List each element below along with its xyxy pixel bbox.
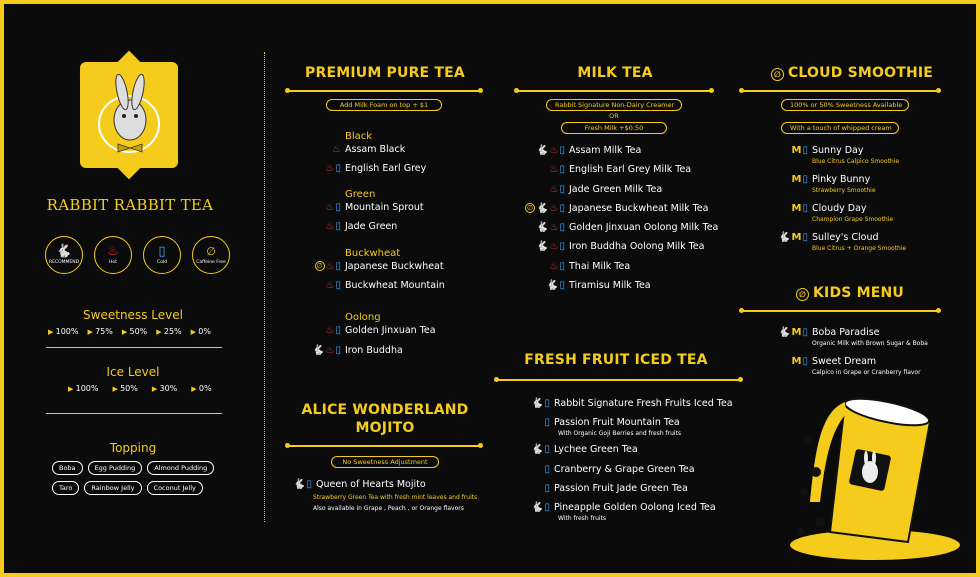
rabbit-icon: 🐇 <box>531 444 544 455</box>
divider <box>46 347 222 348</box>
menu-item[interactable] <box>516 502 716 513</box>
item-name: Cloudy Day <box>812 203 867 214</box>
cold-cup-icon: ▯ <box>559 241 565 252</box>
legend-hot <box>94 236 132 274</box>
menu-item[interactable] <box>278 479 426 490</box>
hot-cup-icon: ♨ <box>325 163 335 174</box>
fruit-tea-title: FRESH FRUIT ICED TEA <box>524 352 708 368</box>
rabbit-icon: 🐇 <box>293 479 306 490</box>
topping-item[interactable]: Rainbow Jelly <box>84 481 141 495</box>
topping-item[interactable]: Boba <box>52 461 83 475</box>
rabbit-icon: 🐇 <box>55 244 73 259</box>
hot-cup-icon: ♨ <box>549 261 559 272</box>
spilled-cup-icon <box>790 392 940 552</box>
milk-icon: M <box>791 232 802 243</box>
cold-cup-icon: ▯ <box>335 261 341 272</box>
milk-icon: M <box>791 145 802 156</box>
item-name: Pineapple Golden Oolong Iced Tea <box>554 502 716 513</box>
item-name: Mountain Sprout <box>345 202 424 213</box>
mojito-note: No Sweetness Adjustment <box>331 456 439 468</box>
item-name: Iron Buddha Oolong Milk Tea <box>569 241 705 252</box>
hot-cup-icon: ♨ <box>549 184 559 195</box>
rabbit-icon: 🐇 <box>536 241 549 252</box>
rabbit-icon: 🐇 <box>536 203 549 214</box>
mojito-rule <box>288 445 480 447</box>
item-name: Lychee Green Tea <box>554 444 638 455</box>
ice-option[interactable]: ▶ 0% <box>191 384 211 393</box>
item-description: Blue Citrus Calpico Smoothie <box>812 158 900 165</box>
menu-item[interactable] <box>521 203 708 214</box>
item-name: Rabbit Signature Fresh Fruits Iced Tea <box>554 398 733 409</box>
hot-cup-icon: ♨ <box>549 164 559 175</box>
rabbit-icon: 🐇 <box>778 327 791 338</box>
kids-title <box>770 285 930 301</box>
legend-label: Caffeine Free <box>196 260 226 265</box>
legend-caffeine-free <box>192 236 230 274</box>
cold-cup-icon: ▯ <box>802 145 808 156</box>
item-description: Also available in Grape , Peach , or Orange flavors <box>313 505 464 512</box>
item-name: Japanese Buckwheat Milk Tea <box>569 203 709 214</box>
mojito-title-line: MOJITO <box>355 420 415 436</box>
sweetness-option[interactable]: ▶ 75% <box>87 327 112 336</box>
hot-cup-icon: ♨ <box>549 222 559 233</box>
menu-item[interactable] <box>307 221 397 232</box>
item-name: Assam Milk Tea <box>569 145 642 156</box>
cold-cup-icon: ▯ <box>802 203 808 214</box>
item-name: Golden Jinxuan Tea <box>345 325 436 336</box>
cold-cup-icon: ▯ <box>802 327 808 338</box>
caffeine-free-icon: ∅ <box>316 262 323 270</box>
hot-cup-icon: ♨ <box>549 203 559 214</box>
cold-cup-icon: ▯ <box>544 417 550 428</box>
mojito-title-line: ALICE WONDERLAND <box>301 402 469 418</box>
topping-item[interactable]: Egg Pudding <box>88 461 143 475</box>
pure-tea-rule <box>288 90 480 92</box>
menu-item[interactable] <box>307 261 444 272</box>
cold-cup-icon: ▯ <box>335 325 341 336</box>
menu-item[interactable] <box>516 398 733 409</box>
caffeine-free-icon: ∅ <box>527 204 534 212</box>
smoothie-title-text: CLOUD SMOOTHIE <box>787 65 934 81</box>
item-name: Sunny Day <box>812 145 864 156</box>
hot-cup-icon: ♨ <box>107 244 119 259</box>
sweetness-options <box>48 327 211 336</box>
milk-tea-title: MILK TEA <box>577 65 653 81</box>
legend-cold <box>143 236 181 274</box>
ice-option[interactable]: ▶ 100% <box>68 384 98 393</box>
menu-item[interactable] <box>531 280 651 291</box>
cold-cup-icon: ▯ <box>802 232 808 243</box>
milk-icon: M <box>791 174 802 185</box>
menu-item[interactable] <box>307 280 445 291</box>
cold-cup-icon: ▯ <box>544 483 550 494</box>
cold-cup-icon: ▯ <box>559 222 565 233</box>
rabbit-icon: 🐇 <box>546 280 559 291</box>
menu-item[interactable] <box>516 483 688 494</box>
legend-label: Hot <box>109 260 117 265</box>
item-name: Pinky Bunny <box>812 174 871 185</box>
cold-cup-icon: ▯ <box>335 163 341 174</box>
milk-tea-rule <box>517 90 711 92</box>
item-name: Sweet Dream <box>812 356 877 367</box>
pure-tea-note: Add Milk Foam on top + $1 <box>326 99 442 111</box>
milk-icon: M <box>791 203 802 214</box>
item-name: Passion Fruit Jade Green Tea <box>554 483 688 494</box>
item-description: Calpico in Grape or Cranberry flavor <box>812 369 921 376</box>
hot-cup-icon: ♨ <box>325 261 335 272</box>
item-name: Jade Green Milk Tea <box>569 184 663 195</box>
menu-item[interactable] <box>531 145 641 156</box>
menu-item[interactable] <box>531 222 718 233</box>
menu-item[interactable] <box>307 325 436 336</box>
category-green: Green <box>345 189 376 200</box>
menu-item[interactable] <box>531 241 704 252</box>
kids-title-text: KIDS MENU <box>812 285 905 301</box>
item-description: With Organic Goji Berries and fresh fruits <box>558 430 682 437</box>
menu-item[interactable] <box>778 203 867 214</box>
item-name: Buckwheat Mountain <box>345 280 445 291</box>
menu-item[interactable] <box>778 174 870 185</box>
category-oolong: Oolong <box>345 312 381 323</box>
item-description: With fresh fruits <box>558 515 607 522</box>
ice-title: Ice Level <box>106 365 160 379</box>
item-description: Strawberry Green Tea with fresh mint leaves and fruits <box>313 494 478 501</box>
item-name: English Earl Grey <box>345 163 427 174</box>
ice-option[interactable]: ▶ 30% <box>152 384 177 393</box>
milk-tea-or: OR <box>609 112 619 120</box>
cold-cup-icon: ▯ <box>335 221 341 232</box>
sweetness-option[interactable]: ▶ 100% <box>48 327 78 336</box>
item-name: Golden Jinxuan Oolong Milk Tea <box>569 222 719 233</box>
hot-cup-icon: ♨ <box>332 144 341 155</box>
menu-item[interactable] <box>516 444 638 455</box>
cold-cup-icon: ▯ <box>802 174 808 185</box>
menu-item[interactable] <box>516 464 695 475</box>
hot-cup-icon: ♨ <box>325 202 335 213</box>
category-buckwheat: Buckwheat <box>345 248 401 259</box>
cold-cup-icon: ▯ <box>559 145 565 156</box>
item-name: Jade Green <box>345 221 398 232</box>
menu-item[interactable] <box>531 184 662 195</box>
rabbit-icon: 🐇 <box>312 345 325 356</box>
item-name: Iron Buddha <box>345 345 403 356</box>
item-name: Assam Black <box>345 144 406 155</box>
menu-item[interactable] <box>307 144 405 155</box>
cold-cup-icon: ▯ <box>559 164 565 175</box>
brand-logo <box>80 62 178 168</box>
item-description: Blue Citrus + Orange Smoothie <box>812 245 907 252</box>
cold-cup-icon: ▯ <box>559 261 565 272</box>
smoothie-title <box>762 65 942 81</box>
cold-cup-icon: ▯ <box>335 345 341 356</box>
menu-item[interactable] <box>778 145 864 156</box>
cold-cup-icon: ▯ <box>544 502 550 513</box>
ice-options <box>68 384 212 393</box>
item-name: Passion Fruit Mountain Tea <box>554 417 680 428</box>
cold-cup-icon: ▯ <box>559 203 565 214</box>
kids-rule <box>742 310 938 312</box>
menu-item[interactable] <box>516 417 680 428</box>
menu-item[interactable] <box>768 327 880 338</box>
column-divider <box>264 52 265 522</box>
rabbit-icon: 🐇 <box>531 502 544 513</box>
milk-icon: M <box>791 327 802 338</box>
menu-item[interactable] <box>307 345 403 356</box>
divider <box>46 413 222 414</box>
item-name: Japanese Buckwheat <box>345 261 444 272</box>
menu-item[interactable] <box>307 163 426 174</box>
item-description: Champion Grape Smoothie <box>812 216 894 223</box>
item-name: Queen of Hearts Mojito <box>316 479 426 490</box>
cold-cup-icon: ▯ <box>802 356 808 367</box>
sweetness-option[interactable]: ▶ 25% <box>156 327 181 336</box>
brand-name: RABBIT RABBIT TEA <box>46 196 214 214</box>
topping-list <box>52 461 222 495</box>
cold-cup-icon: ▯ <box>335 202 341 213</box>
legend-label: Cold <box>156 260 167 265</box>
topping-item[interactable]: Taro <box>52 481 79 495</box>
cold-cup-icon: ▯ <box>158 244 166 259</box>
item-name: English Earl Grey Milk Tea <box>569 164 692 175</box>
rabbit-icon: 🐇 <box>778 232 791 243</box>
sweetness-option[interactable]: ▶ 0% <box>191 327 211 336</box>
ice-option[interactable]: ▶ 50% <box>112 384 137 393</box>
milk-icon: M <box>791 356 802 367</box>
sweetness-title: Sweetness Level <box>83 308 183 322</box>
menu-item[interactable] <box>531 261 630 272</box>
topping-item[interactable]: Coconut Jelly <box>147 481 203 495</box>
rabbit-icon: 🐇 <box>531 398 544 409</box>
topping-title: Topping <box>109 441 157 455</box>
milk-tea-note: Rabbit Signature Non-Dairy Creamer <box>546 99 682 111</box>
sweetness-option[interactable]: ▶ 50% <box>122 327 147 336</box>
hot-cup-icon: ♨ <box>325 325 335 336</box>
rabbit-icon: 🐇 <box>536 145 549 156</box>
item-name: Cranberry & Grape Green Tea <box>554 464 695 475</box>
pure-tea-title: PREMIUM PURE TEA <box>305 65 465 81</box>
legend-recommend <box>45 236 83 274</box>
item-description: Organic Milk with Brown Sugar & Boba <box>812 340 928 347</box>
hot-cup-icon: ♨ <box>325 345 335 356</box>
mojito-title <box>290 401 480 437</box>
hot-cup-icon: ♨ <box>549 145 559 156</box>
cold-cup-icon: ▯ <box>306 479 312 490</box>
topping-item[interactable]: Almond Pudding <box>147 461 214 475</box>
milk-tea-note: Fresh Milk +$0.50 <box>561 122 667 134</box>
fruit-tea-rule <box>497 379 740 381</box>
item-description: Strawberry Smoothie <box>812 187 876 194</box>
cold-cup-icon: ▯ <box>559 184 565 195</box>
hot-cup-icon: ♨ <box>325 280 335 291</box>
menu-item[interactable] <box>307 202 424 213</box>
item-name: Boba Paradise <box>812 327 880 338</box>
item-name: Sulley's Cloud <box>812 232 879 243</box>
cold-cup-icon: ▯ <box>335 280 341 291</box>
smoothie-note: 100% or 50% Sweetness Available <box>781 99 909 111</box>
hot-cup-icon: ♨ <box>549 241 559 252</box>
rabbit-logo-icon <box>80 62 178 168</box>
category-black: Black <box>345 131 373 142</box>
hot-cup-icon: ♨ <box>325 221 335 232</box>
icon-legend <box>45 236 230 274</box>
caffeine-free-icon: ∅ <box>796 288 809 301</box>
caffeine-free-icon: ∅ <box>771 68 784 81</box>
cold-cup-icon: ▯ <box>544 464 550 475</box>
cold-cup-icon: ▯ <box>544 444 550 455</box>
legend-label: RECOMMEND <box>48 260 80 265</box>
menu-item[interactable] <box>778 356 876 367</box>
smoothie-rule <box>742 90 938 92</box>
caffeine-free-icon: ∅ <box>206 245 216 258</box>
smoothie-note: With a touch of whipped cream <box>781 122 899 134</box>
cold-cup-icon: ▯ <box>544 398 550 409</box>
menu-item[interactable] <box>531 164 691 175</box>
menu-item[interactable] <box>768 232 879 243</box>
cold-cup-icon: ▯ <box>559 280 565 291</box>
item-name: Thai Milk Tea <box>569 261 631 272</box>
item-name: Tiramisu Milk Tea <box>569 280 651 291</box>
rabbit-icon: 🐇 <box>536 222 549 233</box>
